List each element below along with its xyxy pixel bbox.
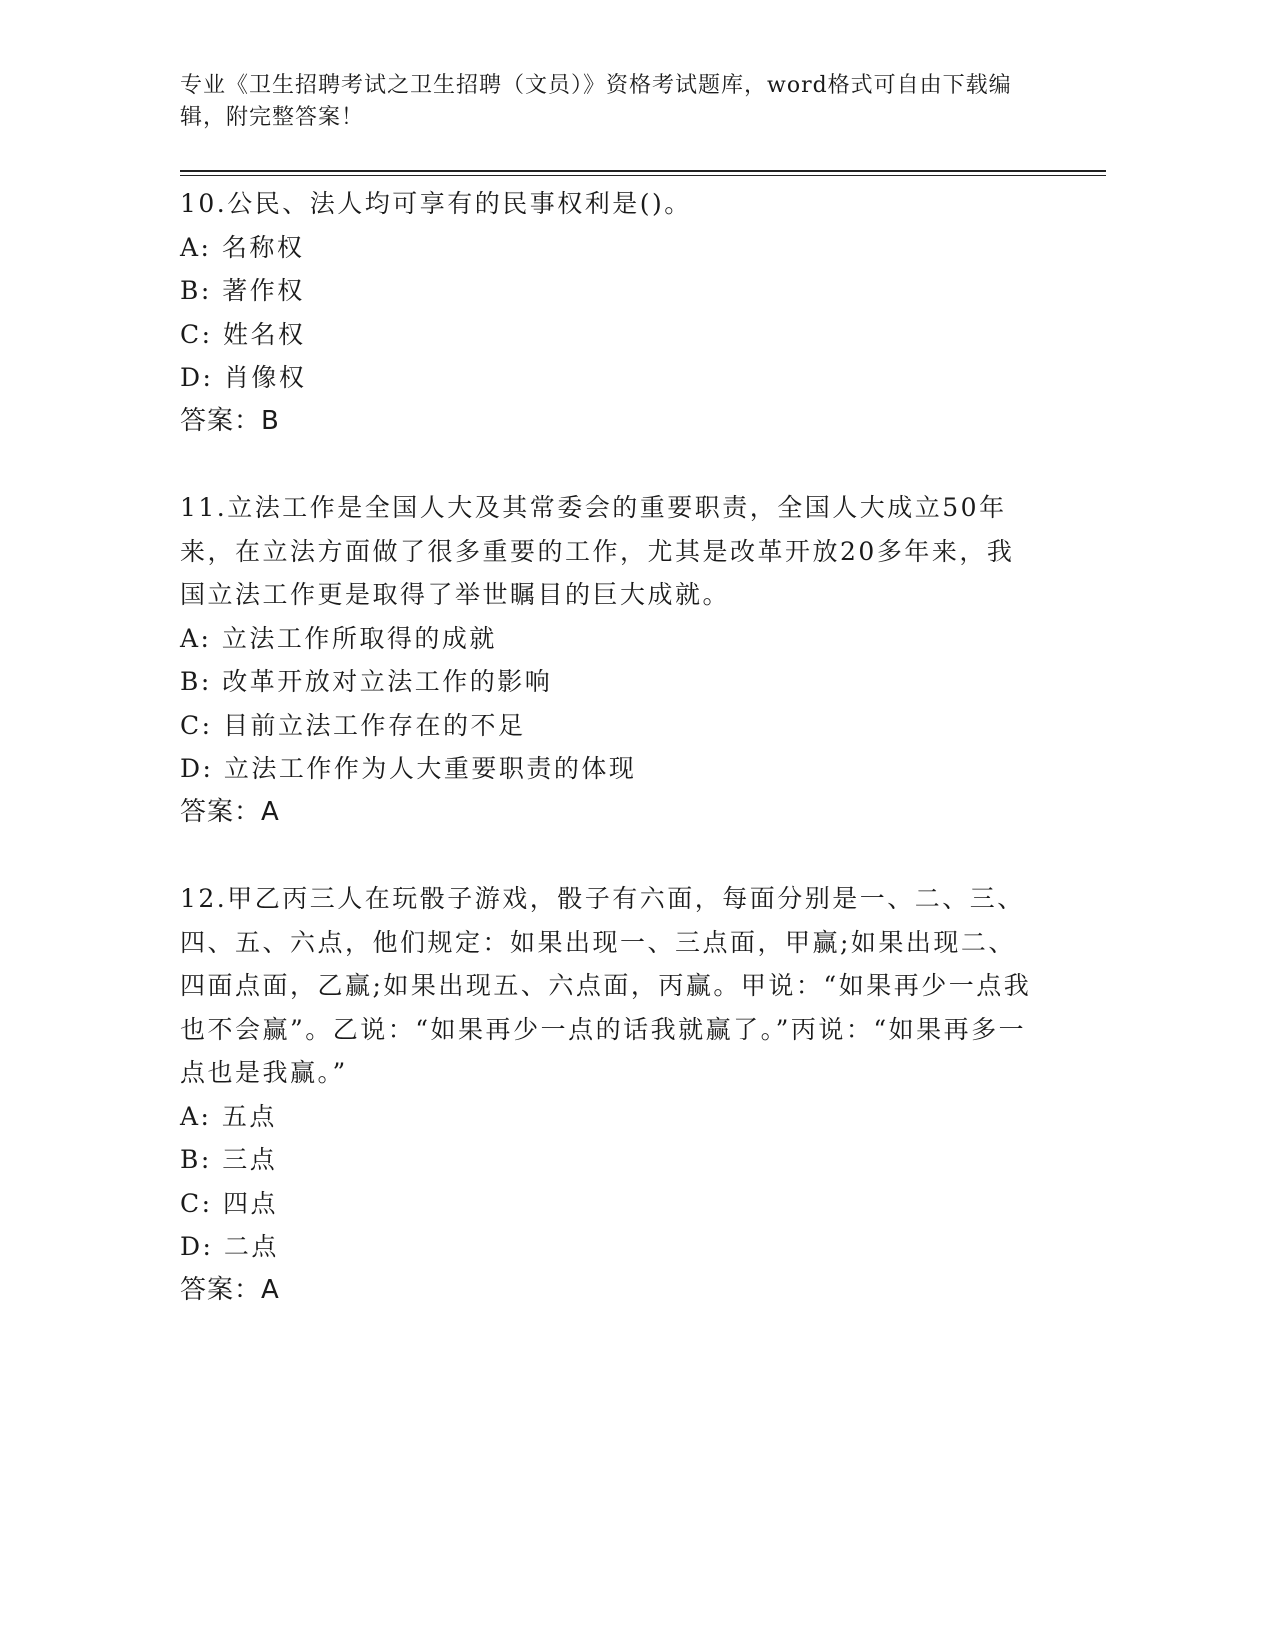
- option-b: B: 著作权: [180, 276, 305, 305]
- option-c: C: 姓名权: [180, 319, 306, 349]
- option-c: C: 目前立法工作存在的不足: [180, 710, 526, 740]
- option-c: C: 四点: [180, 1188, 278, 1218]
- option-b: B: 改革开放对立法工作的影响: [180, 667, 553, 696]
- question-10: [180, 182, 1040, 443]
- header-divider-thin: [180, 175, 1106, 176]
- answer-line: 答案：B: [180, 405, 280, 436]
- question-12: [180, 877, 1040, 1312]
- option-a: A: 立法工作所取得的成就: [180, 623, 497, 653]
- option-a: A: 五点: [180, 1101, 277, 1131]
- option-d: D: 肖像权: [180, 363, 307, 392]
- option-b: B: 三点: [180, 1145, 278, 1174]
- answer-line: 答案：A: [180, 1274, 280, 1305]
- option-a: A: 名称权: [180, 232, 305, 262]
- question-stem: 12.甲乙丙三人在玩骰子游戏，骰子有六面，每面分别是一、二、三、四、五、六点，他们规定：如果出现一、三点面，甲赢;如果出现二、四面点面，乙赢;如果出现五、六点面，丙赢。甲说：“如果再少一点我也不会赢”。乙说：“如果再少一点的话我就赢了。”丙说：“如果再多一点也是我赢。”: [180, 884, 1032, 1087]
- document-header: 专业《卫生招聘考试之卫生招聘（文员）》资格考试题库，word格式可自由下载编辑，附完整答案！: [180, 73, 1012, 130]
- question-stem: 11.立法工作是全国人大及其常委会的重要职责，全国人大成立50年来，在立法方面做了很多重要的工作，尤其是改革开放20多年来，我国立法工作更是取得了举世瞩目的巨大成就。: [180, 493, 1015, 609]
- answer-line: 答案：A: [180, 796, 280, 827]
- option-d: D: 二点: [180, 1232, 279, 1261]
- header-divider-thick: [180, 170, 1106, 172]
- option-d: D: 立法工作作为人大重要职责的体现: [180, 754, 637, 783]
- question-list: [180, 182, 1040, 1355]
- question-11: [180, 486, 1040, 834]
- question-stem: 10.公民、法人均可享有的民事权利是()。: [180, 189, 692, 218]
